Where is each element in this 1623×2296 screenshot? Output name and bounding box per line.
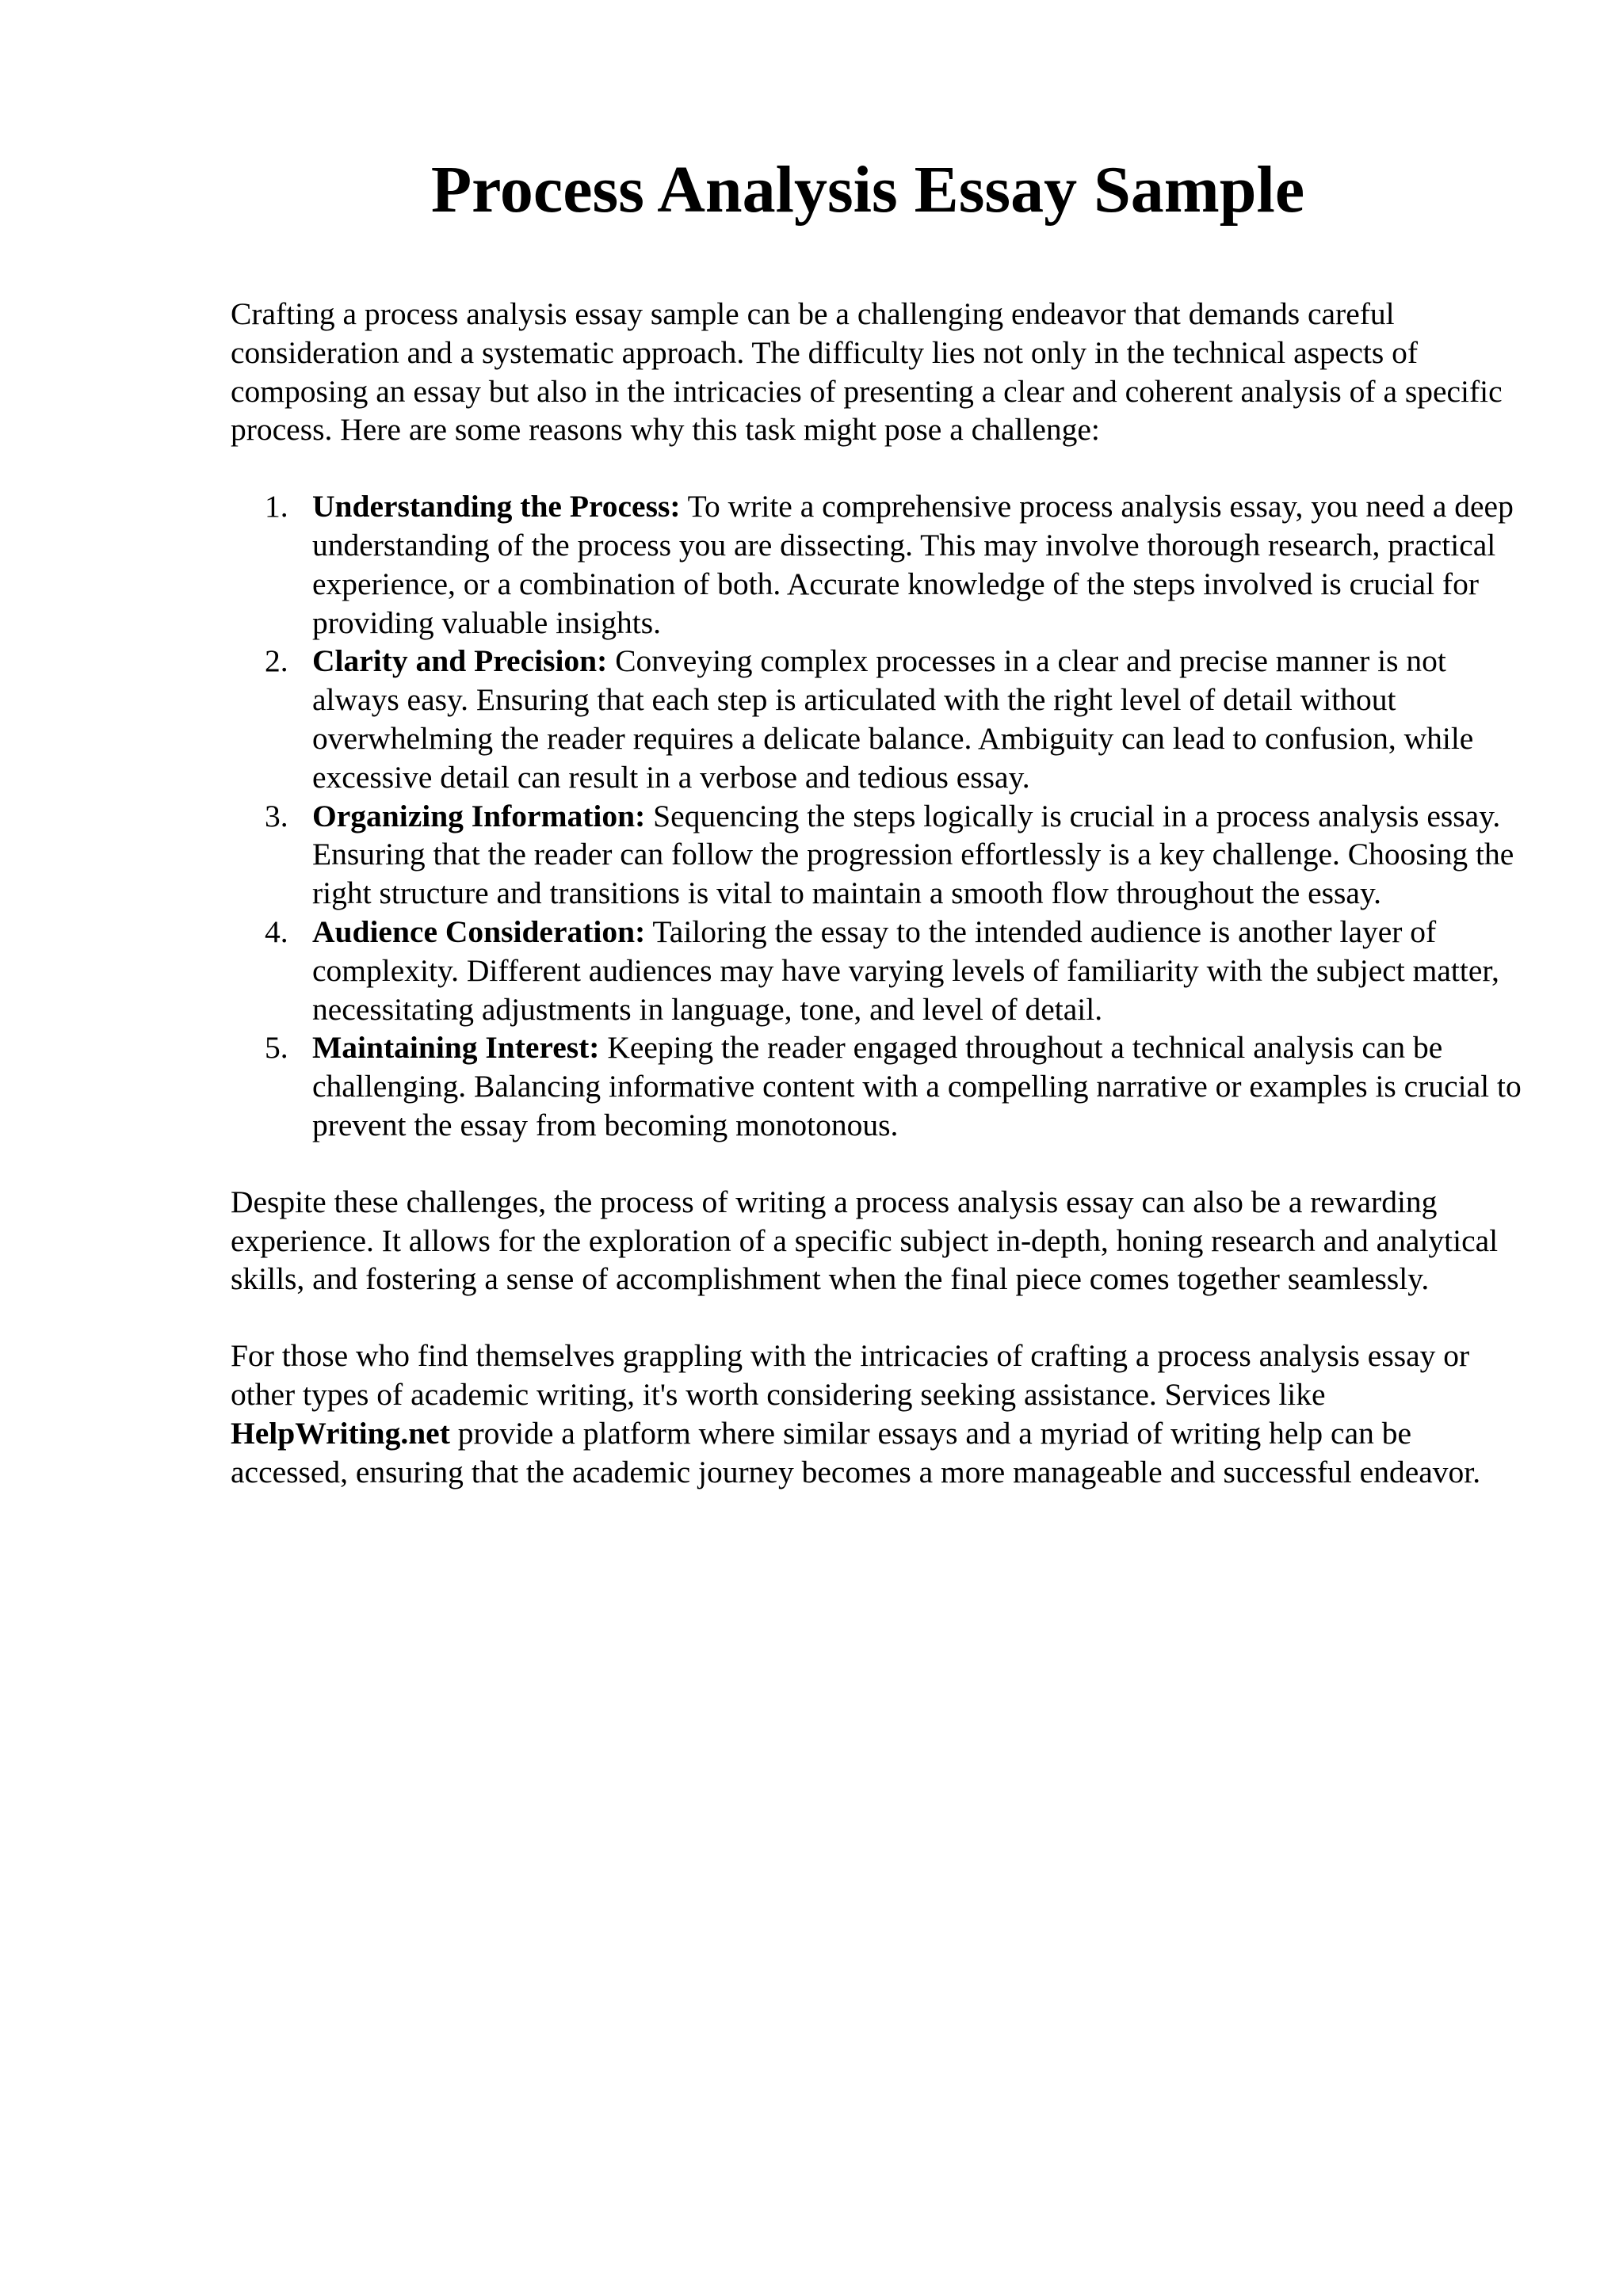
list-item-number: 2.: [265, 643, 288, 679]
list-item-text: Keeping the reader engaged throughout a technical analysis can be challenging. Balancing informative content with a compelling narrative or examples is crucial to prevent the essay from becoming monotonous.: [312, 1030, 1522, 1142]
list-item-number: 5.: [265, 1030, 288, 1066]
document-title: Process Analysis Essay Sample: [430, 153, 1305, 227]
list-item: [265, 1028, 1530, 1144]
list-item-term: Audience Consideration:: [312, 913, 646, 949]
middle-paragraph: Despite these challenges, the process of writing a process analysis essay can also be a rewarding experience. It allows for the exploration of a specific subject in-depth, honing research and analytical skills, and fostering a sense of accomplishment when the final piece comes together seamlessly.: [231, 1184, 1499, 1297]
list-item: [265, 913, 1530, 1028]
list-item-number: 1.: [265, 489, 288, 524]
list-item-term: Maintaining Interest:: [312, 1030, 600, 1066]
list-item-number: 4.: [265, 913, 288, 949]
list-item-text: To write a comprehensive process analysis essay, you need a deep understanding of the process you are dissecting. This may involve thorough research, practical experience, or a combination of both. Accurate knowledge of the steps involved is crucial for providing valuable insights.: [312, 489, 1514, 640]
list-item: [265, 642, 1530, 796]
document-body: [231, 295, 1530, 1491]
list-item-term: Clarity and Precision:: [312, 643, 608, 679]
list-item-number: 3.: [265, 798, 288, 833]
list-item-text: Conveying complex processes in a clear and precise manner is not always easy. Ensuring that each step is articulated with the right level of detail without overwhelming the reader requires a delicate balance. Ambiguity can lead to confusion, while excessive detail can result in a verbose and tedious essay.: [312, 643, 1474, 795]
closing-text-before: For those who find themselves grappling with the intricacies of crafting a process analysis essay or other types of academic writing, it's worth considering seeking assistance. Services like: [231, 1338, 1470, 1412]
list-item: [265, 797, 1530, 913]
brand-name: HelpWriting.net: [231, 1415, 450, 1451]
list-item-term: Understanding the Process:: [312, 489, 681, 524]
intro-paragraph: Crafting a process analysis essay sample can be a challenging endeavor that demands careful consideration and a systematic approach. The difficulty lies not only in the technical aspects of composing an essay but also in the intricacies of presenting a clear and coherent analysis of a specific process. Here are some reasons why this task might pose a challenge:: [231, 296, 1503, 448]
list-item-term: Organizing Information:: [312, 798, 646, 833]
closing-paragraph: [231, 1337, 1530, 1491]
list-item: [265, 487, 1530, 642]
closing-text-after: provide a platform where similar essays and a myriad of writing help can be accessed, ensuring that the academic journey becomes a more manageable and successful endeavor.: [231, 1415, 1481, 1489]
challenges-list: [231, 487, 1530, 1145]
list-item-text: Sequencing the steps logically is crucial in a process analysis essay. Ensuring that the reader can follow the progression effortlessly is a key challenge. Choosing the right structure and transitions is vital to maintain a smooth flow throughout the essay.: [312, 798, 1514, 911]
list-item-text: Tailoring the essay to the intended audience is another layer of complexity. Different audiences may have varying levels of familiarity with the subject matter, necessitating adjustments in language, tone, and level of detail.: [312, 913, 1499, 1027]
